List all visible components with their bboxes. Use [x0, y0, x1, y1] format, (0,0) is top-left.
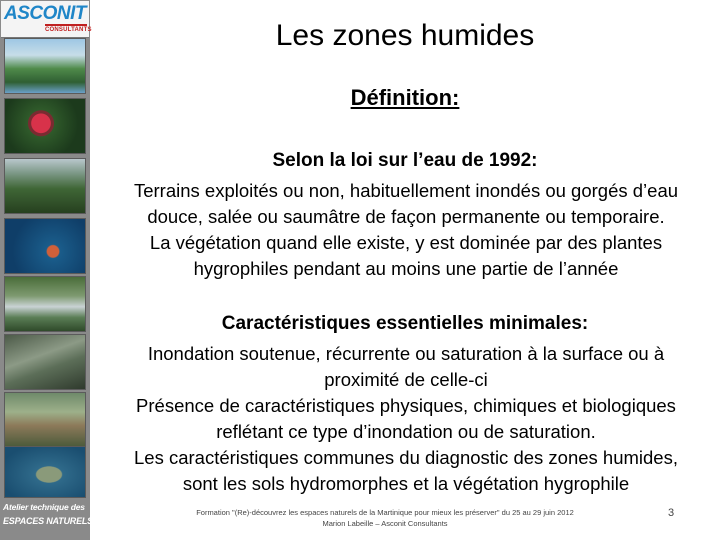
footer-line-2: Marion Labeille – Asconit Consultants: [322, 519, 448, 528]
rainforest-photo: [4, 158, 86, 214]
river-photo: [4, 276, 86, 332]
definition-line: hygrophiles pendant au moins une partie de l’année: [193, 258, 619, 279]
atelier-line-1: Atelier technique des: [3, 502, 85, 512]
logo-wordmark: ASCONIT: [4, 3, 86, 24]
page-number: 3: [668, 507, 675, 519]
characteristics-line: proximité de celle-ci: [324, 369, 488, 390]
coastline-photo: [4, 38, 86, 94]
iguana-photo: [4, 334, 86, 390]
characteristics-line: Inondation soutenue, récurrente ou saturation à la surface ou à: [147, 343, 665, 364]
characteristics-line: Les caractéristiques communes du diagnostic des zones humides,: [134, 447, 678, 468]
slide-footer: [150, 507, 620, 529]
definition-line: Terrains exploités ou non, habituellement inondés ou gorgés d’eau: [133, 180, 679, 201]
tropical-flower-photo: [4, 98, 86, 154]
definition-line: douce, salée ou saumâtre de façon permanente ou temporaire.: [147, 206, 665, 227]
definition-line: La végétation quand elle existe, y est dominée par des plantes: [149, 232, 663, 253]
characteristics-heading: Caractéristiques essentielles minimales:: [221, 313, 589, 334]
atelier-line-2: ESPACES NATURELS: [3, 516, 93, 526]
logo-subtext: CONSULTANTS: [45, 27, 92, 33]
characteristics-text: [98, 341, 714, 497]
coral-reef-photo: [4, 218, 86, 274]
atelier-logo: [2, 500, 93, 538]
footer-line-1: Formation "(Re)-découvrez les espaces naturels de la Martinique pour mieux les préserver" du 25 au 29 juin 2012: [196, 508, 574, 517]
sea-turtle-photo: [4, 446, 86, 498]
asconit-logo: [1, 1, 92, 38]
definition-text: [98, 178, 714, 282]
law-heading: Selon la loi sur l’eau de 1992:: [272, 150, 538, 171]
characteristics-line: sont les sols hydromorphes et la végétation hygrophile: [182, 473, 630, 494]
boardwalk-photo: [4, 392, 86, 448]
logo-underline: [45, 24, 87, 26]
characteristics-line: Présence de caractéristiques physiques, chimiques et biologiques: [136, 395, 676, 416]
left-photo-sidebar: [0, 0, 93, 540]
section-title-definition: Définition:: [350, 85, 460, 110]
characteristics-line: reflétant ce type d’inondation ou de saturation.: [216, 421, 596, 442]
page-title: Les zones humides: [275, 19, 535, 52]
